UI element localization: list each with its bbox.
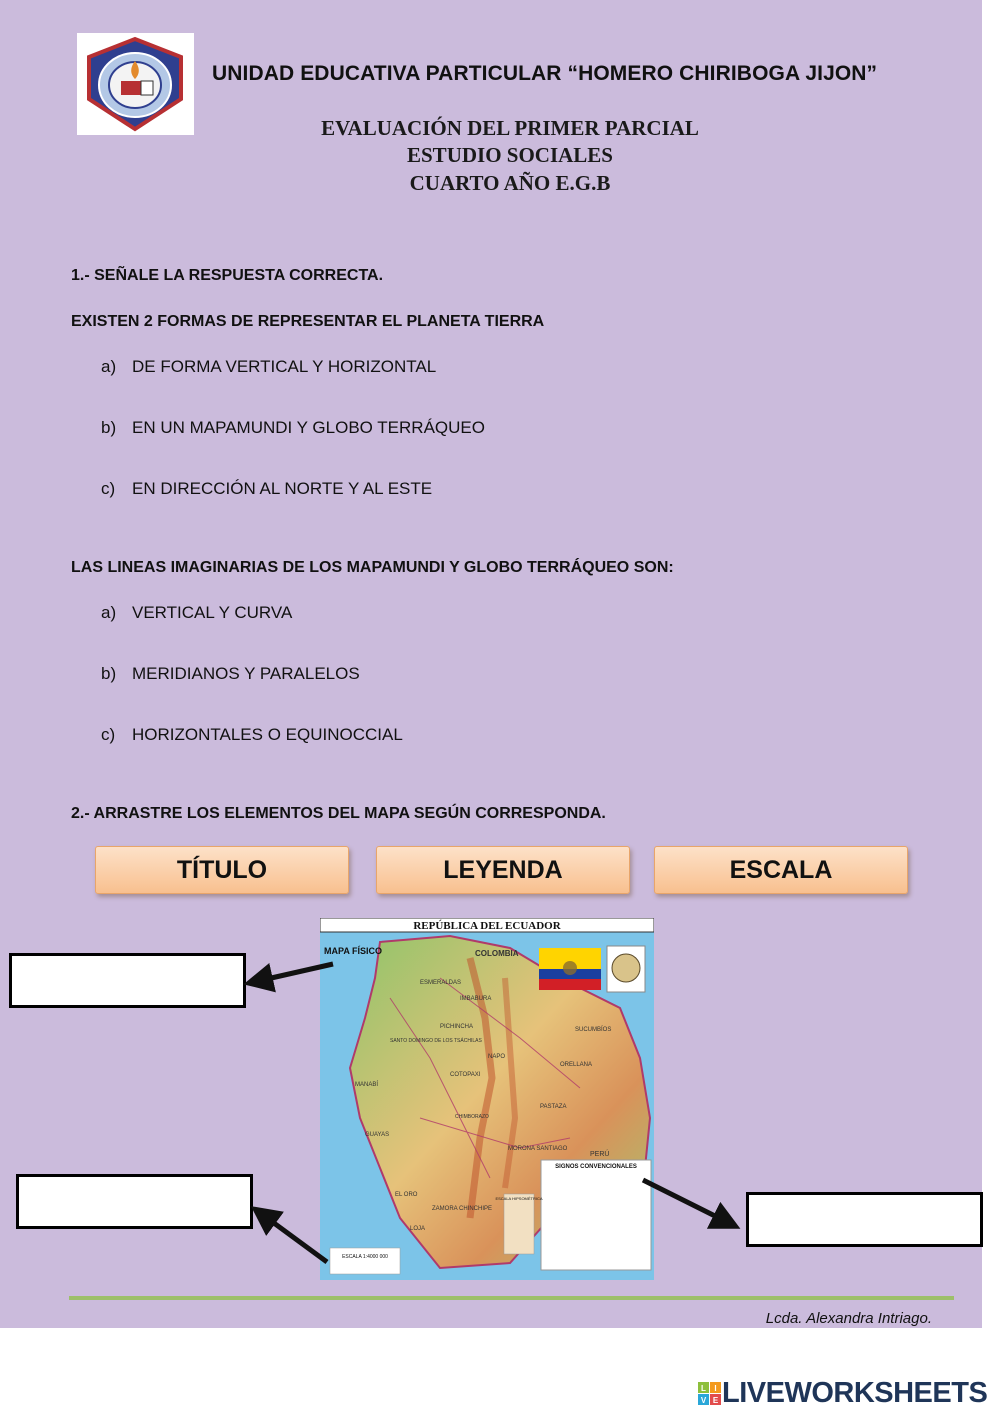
drag-chip-escala[interactable]: ESCALA (654, 846, 908, 894)
map-label: ZAMORA CHINCHIPE (432, 1206, 493, 1212)
map-legend-title: SIGNOS CONVENCIONALES (555, 1164, 637, 1170)
exam-subject: ESTUDIO SOCIALES (407, 143, 613, 167)
brand-cube-letter: L (701, 1383, 706, 1393)
section2-title: 2.- ARRASTRE LOS ELEMENTOS DEL MAPA SEGÚN CORRESPONDA. (71, 805, 606, 822)
map-label: PICHINCHA (440, 1024, 474, 1030)
map-label: NAPO (488, 1054, 506, 1060)
option-text: DE FORMA VERTICAL Y HORIZONTAL (132, 357, 437, 376)
map-title: REPÚBLICA DEL ECUADOR (413, 920, 561, 932)
option-text: EN DIRECCIÓN AL NORTE Y AL ESTE (132, 479, 433, 498)
map-label: SANTO DOMINGO DE LOS TSÁCHILAS (390, 1038, 482, 1044)
map-altitude-title: ESCALA HIPSOMÉTRICA (495, 1196, 543, 1201)
brand-cube-icon (698, 1382, 722, 1406)
option-letter: b) (101, 418, 117, 437)
brand-name: LIVEWORKSHEETS (722, 1377, 988, 1409)
map-label: SUCUMBÍOS (575, 1027, 612, 1033)
map-label: CHIMBORAZO (455, 1114, 489, 1120)
option-text: EN UN MAPAMUNDI Y GLOBO TERRÁQUEO (132, 418, 485, 437)
option-letter: b) (101, 664, 117, 683)
option-letter: a) (101, 357, 117, 376)
author-credit: Lcda. Alexandra Intriago. (765, 1310, 932, 1327)
drag-chip-leyenda[interactable]: LEYENDA (376, 846, 630, 894)
map-label: LOJA (410, 1226, 426, 1232)
map-label: EL ORO (395, 1192, 418, 1198)
brand-cube-letter: I (714, 1383, 717, 1393)
option-letter: c) (101, 725, 116, 744)
option-letter: a) (101, 603, 117, 622)
map-scale-label: ESCALA 1:4000 000 (342, 1254, 388, 1260)
map-label: GUAYAS (365, 1132, 390, 1138)
option-text: VERTICAL Y CURVA (132, 603, 293, 622)
map-label: IMBABURA (460, 996, 492, 1002)
liveworksheets-logo[interactable] (698, 1377, 987, 1410)
map-label: MANABÍ (355, 1082, 379, 1088)
map-label: COLOMBIA (475, 949, 519, 958)
map-label: ESMERALDAS (420, 980, 462, 986)
brand-cube-letter: V (700, 1395, 707, 1405)
option-letter: c) (101, 479, 116, 498)
exam-grade: CUARTO AÑO E.G.B (409, 171, 611, 195)
drag-chip-titulo[interactable]: TÍTULO (95, 846, 349, 894)
option-text: HORIZONTALES O EQUINOCCIAL (132, 725, 403, 744)
map-label: PERÚ (590, 1151, 610, 1158)
brand-cube-letter: E (712, 1395, 719, 1405)
option-text: MERIDIANOS Y PARALELOS (132, 664, 360, 683)
map-subtitle: MAPA FÍSICO (324, 946, 382, 956)
question1-prompt: EXISTEN 2 FORMAS DE REPRESENTAR EL PLANETA TIERRA (71, 313, 545, 330)
footer-divider (69, 1296, 954, 1300)
section1-title: 1.- SEÑALE LA RESPUESTA CORRECTA. (71, 267, 384, 284)
school-name: UNIDAD EDUCATIVA PARTICULAR “HOMERO CHIRIBOGA JIJON” (212, 62, 878, 85)
map-label: MORONA SANTIAGO (508, 1146, 568, 1152)
map-label: COTOPAXI (450, 1072, 481, 1078)
map-label: PASTAZA (540, 1104, 567, 1110)
question2-prompt: LAS LINEAS IMAGINARIAS DE LOS MAPAMUNDI Y GLOBO TERRÁQUEO SON: (71, 559, 674, 576)
map-label: ORELLANA (560, 1062, 593, 1068)
exam-title: EVALUACIÓN DEL PRIMER PARCIAL (321, 116, 699, 140)
